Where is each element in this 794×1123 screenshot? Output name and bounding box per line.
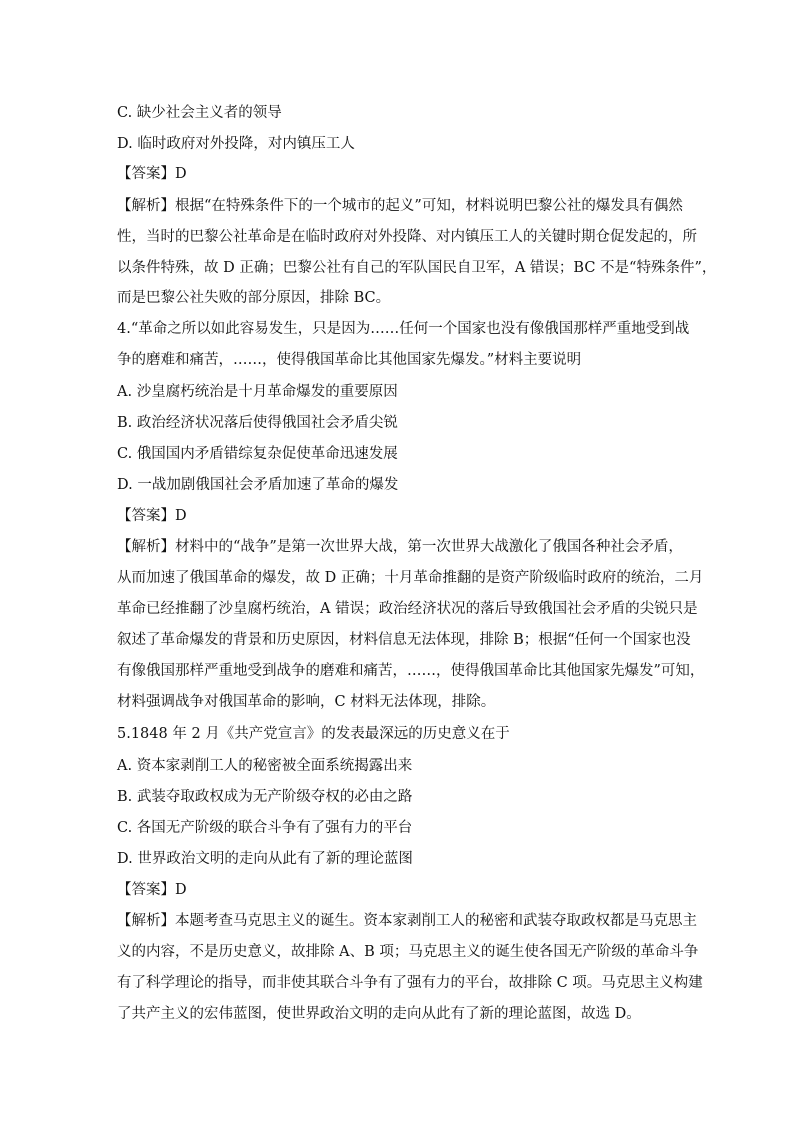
q3-analysis-line: 性，当时的巴黎公社革命是在临时政府对外投降、对内镇压工人的关键时期仓促发起的，所: [117, 229, 697, 245]
q3-answer: 【答案】D: [117, 166, 187, 182]
q4-analysis-line: 叙述了革命爆发的背景和历史原因，材料信息无法体现，排除 B；根据“任何一个国家也没: [117, 632, 691, 648]
q4-option-a: A. 沙皇腐朽统治是十月革命爆发的重要原因: [117, 384, 398, 400]
q5-analysis-line: 了共产主义的宏伟蓝图，使世界政治文明的走向从此有了新的理论蓝图，故选 D。: [117, 1006, 641, 1022]
q3-option-d: D. 临时政府对外投降，对内镇压工人: [117, 136, 355, 152]
q4-answer: 【答案】D: [117, 508, 187, 524]
q5-option-d: D. 世界政治文明的走向从此有了新的理论蓝图: [117, 851, 413, 867]
q4-analysis-line: 从而加速了俄国革命的爆发，故 D 正确；十月革命推翻的是资产阶级临时政府的统治，二月: [117, 570, 704, 586]
q3-analysis-line: 而是巴黎公社失败的部分原因，排除 BC。: [117, 290, 391, 306]
q4-option-b: B. 政治经济状况落后使得俄国社会矛盾尖锐: [117, 415, 398, 431]
q4-option-c: C. 俄国国内矛盾错综复杂促使革命迅速发展: [117, 446, 398, 462]
q3-analysis-line: 【解析】根据“在特殊条件下的一个城市的起义”可知，材料说明巴黎公社的爆发具有偶然: [117, 198, 683, 214]
q4-stem-line: 4.“革命之所以如此容易发生，只是因为……任何一个国家也没有像俄国那样严重地受到战: [117, 321, 690, 337]
q4-analysis-line: 材料强调战争对俄国革命的影响，C 材料无法体现，排除。: [117, 694, 496, 710]
q5-stem: 5.1848 年 2 月《共产党宣言》的发表最深远的历史意义在于: [117, 726, 510, 742]
q5-answer: 【答案】D: [117, 882, 187, 898]
q4-stem-line: 争的磨难和痛苦，……，使得俄国革命比其他国家先爆发。”材料主要说明: [117, 352, 582, 368]
q5-option-b: B. 武装夺取政权成为无产阶级夺权的必由之路: [117, 789, 413, 805]
q5-option-a: A. 资本家剥削工人的秘密被全面系统揭露出来: [117, 758, 413, 774]
q5-analysis-line: 有了科学理论的指导，而非使其联合斗争有了强有力的平台，故排除 C 项。马克思主义构建: [117, 975, 703, 991]
q5-option-c: C. 各国无产阶级的联合斗争有了强有力的平台: [117, 820, 413, 836]
q3-analysis-line: 以条件特殊，故 D 正确；巴黎公社有自己的军队国民自卫军，A 错误；BC 不是“特殊条件”，: [117, 260, 717, 276]
q5-analysis-line: 义的内容，不是历史意义，故排除 A、B 项；马克思主义的诞生使各国无产阶级的革命斗争: [117, 944, 699, 960]
q4-option-d: D. 一战加剧俄国社会矛盾加速了革命的爆发: [117, 477, 399, 493]
q3-option-c: C. 缺少社会主义者的领导: [117, 105, 282, 121]
q5-analysis-line: 【解析】本题考查马克思主义的诞生。资本家剥削工人的秘密和武装夺取政权都是马克思主: [117, 913, 697, 929]
q4-analysis-line: 【解析】材料中的“战争”是第一次世界大战，第一次世界大战激化了俄国各种社会矛盾，: [117, 539, 683, 555]
q4-analysis-line: 革命已经推翻了沙皇腐朽统治，A 错误；政治经济状况的落后导致俄国社会矛盾的尖锐只是: [117, 601, 698, 617]
q4-analysis-line: 有像俄国那样严重地受到战争的磨难和痛苦，……，使得俄国革命比其他国家先爆发”可知，: [117, 663, 705, 679]
